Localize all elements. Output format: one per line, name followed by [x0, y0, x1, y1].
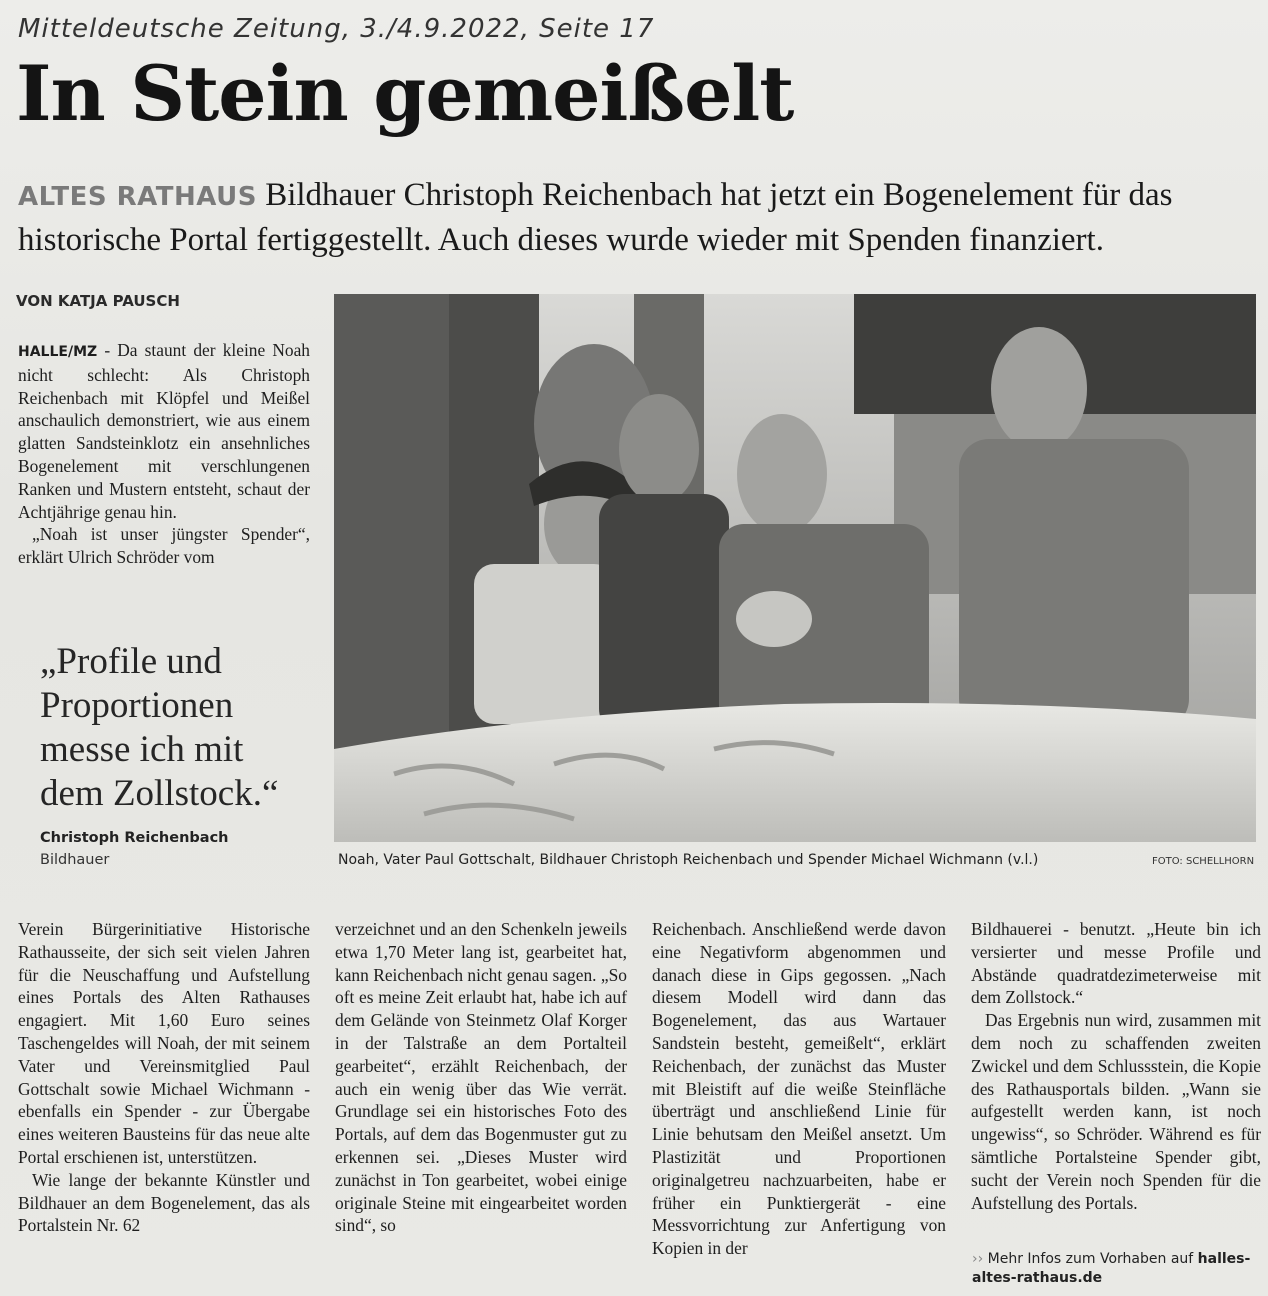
column-4	[971, 918, 1261, 1214]
byline: VON KATJA PAUSCH	[16, 292, 180, 310]
paragraph: Verein Bürgerinitiative Historische Rathausseite, der sich seit vielen Jahren für die Neuschaffung und Aufstellung eines Portals des Alten Rathauses engagiert. Mit 1,60 Euro seines Taschengeldes will Noah, der mit seinem Vater und Vereinsmitglied Paul Gottschalt sowie Michael Wichmann - ebenfalls ein Spender - zur Übergabe eines weiteren Bausteins für das neue alte Portal erschienen ist, unterstützen.	[18, 919, 310, 1167]
column-3	[652, 918, 946, 1260]
paragraph	[18, 339, 310, 523]
paragraph: Das Ergebnis nun wird, zusammen mit dem noch zu schaffenden zweiten Zwickel und dem Schlussstein, die Kopie des Rathausportals bilden. „Wann sie aufgestellt werden kann, ist noch ungewiss“, so Schröder. Während es für sämtliche Portalsteine Spender gibt, sucht der Verein noch Spenden für die Aufstellung des Portals.	[971, 1010, 1261, 1213]
paragraph: Reichenbach. Anschließend werde davon eine Negativform abgenommen und danach diese in Gips gegossen. „Nach diesem Modell wird dann das Bogenelement, das aus Wartauer Sandstein besteht, gemeißelt“, erklärt Reichenbach, der zunächst das Muster mit Bleistift auf die weiße Steinfläche überträgt und anschließend Linie für Linie behutsam den Meißel ansetzt. Um Plastizität und Proportionen originalgetreu nachzuarbeiten, habe er früher ein Punktiergerät - eine Messvorrichtung zur Anfertigung von Kopien in der	[652, 919, 946, 1259]
paragraph: verzeichnet und an den Schenkeln jeweils etwa 1,70 Meter lang ist, gearbeitet hat, kann Reichenbach nicht genau sagen. „So oft es meine Zeit erlaubt hat, habe ich auf dem Gelände von Steinmetz Olaf Korger in der Talstraße an dem Portalteil gearbeitet“, erzählt Reichenbach, der auch ein wenig über das Wie verrät. Grundlage sei ein historisches Foto des Portals, auf dem das Bogenmuster gut zu erkennen sei. „Dieses Muster wird zunächst in Ton gearbeitet, wobei einige originale Steine mit eingearbeitet worden sind“, so	[335, 919, 627, 1236]
column-2	[335, 918, 627, 1237]
dateline: HALLE/MZ	[18, 344, 98, 360]
paragraph: Wie lange der bekannte Künstler und Bildhauer an dem Bogenelement, das als Portalstein Nr. 62	[18, 1169, 310, 1236]
headline: In Stein gemeißelt	[16, 49, 794, 138]
deck-kicker: ALTES RATHAUS	[18, 182, 257, 212]
pull-quote-role: Bildhauer	[40, 852, 110, 868]
photo-credit: FOTO: SCHELLHORN	[1152, 856, 1255, 867]
more-info	[972, 1250, 1262, 1288]
column-1-bottom	[18, 918, 310, 1237]
pull-quote: „Profile und Proportionen messe ich mit dem Zollstock.“	[40, 641, 279, 814]
photo-caption: Noah, Vater Paul Gottschalt, Bildhauer Christoph Reichenbach und Spender Michael Wichmann (v.l.)	[338, 852, 1039, 868]
paragraph: „Noah ist unser jüngster Spender“, erklärt Ulrich Schröder vom	[18, 524, 310, 568]
paragraph: Bildhauerei - benutzt. „Heute bin ich versierter und messe Profile und Abstände quadratdezimeterweise mit dem Zollstock.“	[971, 919, 1261, 1008]
arrow-icon: ››	[972, 1251, 984, 1267]
paragraph-text: - Da staunt der kleine Noah nicht schlecht: Als Christoph Reichenbach mit Klöpfel und Meißel anschaulich demonstriert, wie aus einem glatten Sandsteinklotz ein ansehnliches Bogenelement mit verschlungenen Ranken und Mustern entsteht, schaut der Achtjährige genau hin.	[18, 340, 310, 522]
more-info-link[interactable]: halles-altes-rathaus.de	[972, 1251, 1251, 1286]
pull-quote-author: Christoph Reichenbach	[40, 830, 229, 846]
photo	[334, 294, 1256, 842]
handwritten-source-note: Mitteldeutsche Zeitung, 3./4.9.2022, Seite 17	[18, 14, 655, 44]
column-1-top	[18, 339, 310, 569]
deck-text: Bildhauer Christoph Reichenbach hat jetzt ein Bogenelement für das historische Portal fertiggestellt. Auch dieses wurde wieder mit Spenden finanziert.	[18, 177, 1173, 258]
deck	[18, 174, 1248, 262]
photo-illustration	[334, 294, 1256, 842]
more-info-text: Mehr Infos zum Vorhaben auf	[987, 1251, 1194, 1267]
